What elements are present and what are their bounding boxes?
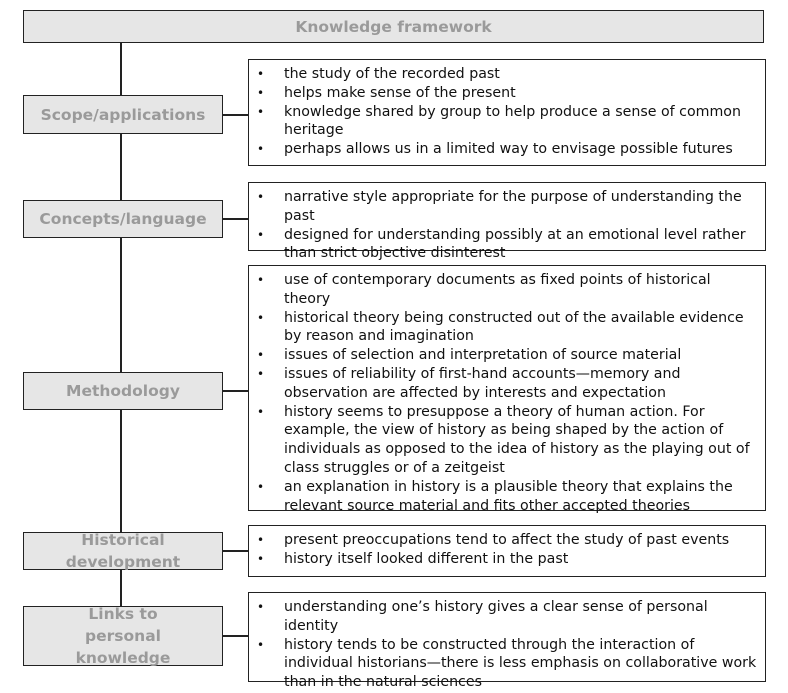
bullet-item: • history seems to presuppose a theory of human action. For example, the view of history as being shaped by the action of individuals as opposed to the idea of history as the playing out of class struggles or of a zeitgeist [257, 403, 757, 478]
content-concepts-language [248, 182, 766, 262]
label-methodology: Methodology [23, 372, 223, 410]
label-historical-development: Historical development [23, 532, 223, 570]
label-links-personal-knowledge: Links to personal knowledge [23, 606, 223, 666]
bullet-item: • an explanation in history is a plausible theory that explains the relevant source material and fits other accepted theories [257, 478, 757, 516]
spine-line [120, 134, 122, 200]
bullet-item: • issues of reliability of first-hand accounts—memory and observation are affected by interests and expectation [257, 365, 757, 403]
bullet-item: • designed for understanding possibly at an emotional level rather than strict objective disinterest [257, 226, 757, 264]
bullet-item: • narrative style appropriate for the purpose of understanding the past [257, 188, 757, 226]
label-scope-applications: Scope/applications [23, 95, 223, 134]
bullet-item: • use of contemporary documents as fixed points of historical theory [257, 271, 757, 309]
content-links-personal-knowledge [248, 592, 766, 691]
bullet-item: • history itself looked different in the past [257, 550, 757, 569]
label-concepts-language: Concepts/language [23, 200, 223, 238]
spine-line [120, 43, 122, 95]
spine-line [120, 570, 122, 606]
spine-line [120, 238, 122, 372]
bullet-item: • helps make sense of the present [257, 84, 757, 103]
content-historical-development [248, 525, 766, 577]
connector-line [223, 550, 248, 552]
connector-line [223, 635, 248, 637]
bullet-item: • perhaps allows us in a limited way to envisage possible futures [257, 140, 757, 159]
spine-line [120, 410, 122, 532]
bullet-item: • issues of selection and interpretation of source material [257, 346, 757, 365]
content-methodology [248, 265, 766, 514]
bullet-item: • the study of the recorded past [257, 65, 757, 84]
bullet-item: • understanding one’s history gives a clear sense of personal identity [257, 598, 757, 636]
connector-line [223, 390, 248, 392]
bullet-item: • history tends to be constructed through the interaction of individual historians—there is less emphasis on collaborative work than in the natural sciences [257, 636, 757, 692]
bullet-item: • knowledge shared by group to help produce a sense of common heritage [257, 103, 757, 141]
bullet-item: • historical theory being constructed out of the available evidence by reason and imagination [257, 309, 757, 347]
connector-line [223, 218, 248, 220]
content-scope-applications [248, 59, 766, 166]
connector-line [223, 114, 248, 116]
framework-title: Knowledge framework [23, 10, 764, 43]
bullet-item: • present preoccupations tend to affect the study of past events [257, 531, 757, 550]
